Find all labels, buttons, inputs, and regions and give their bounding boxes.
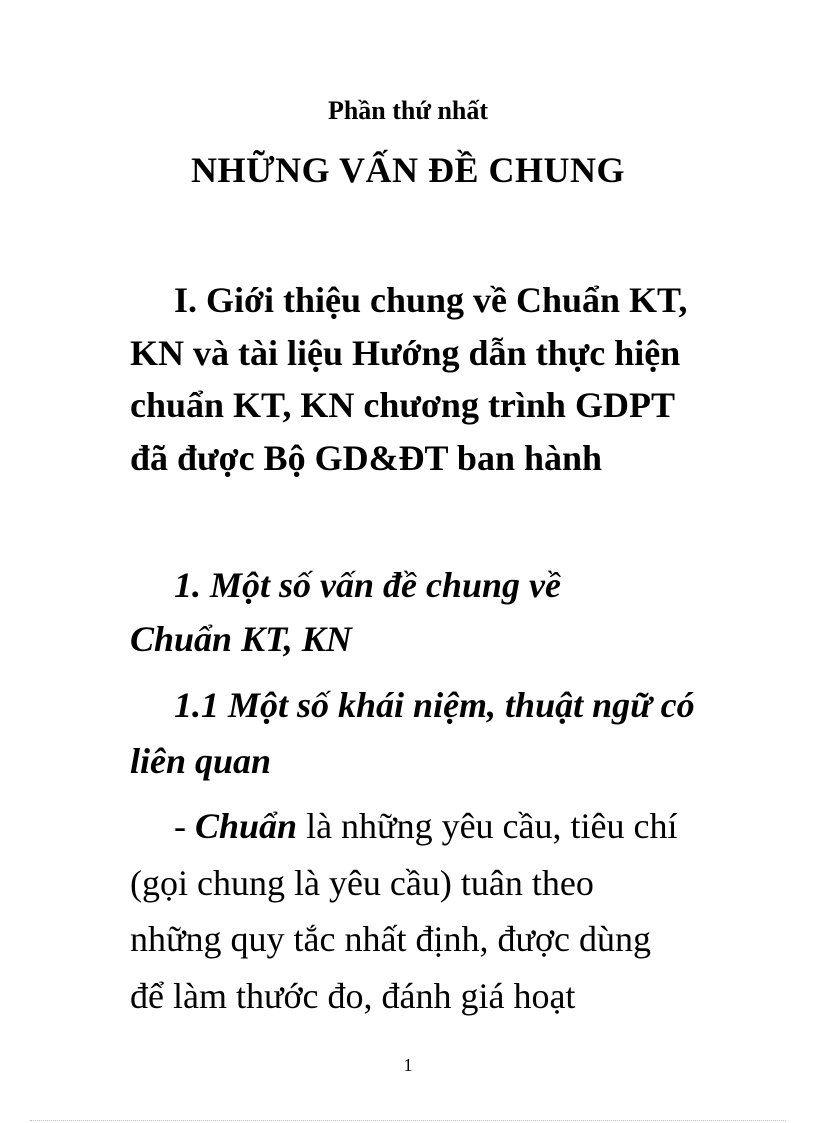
- part-title: NHỮNG VẤN ĐỀ CHUNG: [190, 150, 625, 190]
- page-number: 1: [403, 1055, 413, 1075]
- part-label: Phần thứ nhất: [327, 96, 489, 125]
- subsection-heading-1: 1. Một số vấn đề chung về Chuẩn KT, KN: [130, 565, 561, 659]
- page-bottom-divider: [30, 1120, 786, 1121]
- definition-paragraph: [130, 798, 690, 1024]
- paragraph-lead: -: [174, 806, 195, 846]
- section-heading: I. Giới thiệu chung về Chuẩn KT, KN và tài liệu Hướng dẫn thực hiện chuẩn KT, KN chương trình GDPT đã được Bộ GD&ĐT ban hành: [130, 280, 688, 478]
- subsection-heading-1-1: 1.1 Một số khái niệm, thuật ngữ có liên quan: [130, 685, 695, 781]
- paragraph-text: là những yêu cầu, tiêu chí (gọi chung là yêu cầu) tuân theo những quy tắc nhất định, được dùng để làm thước đo, đánh giá hoạt: [130, 806, 678, 1016]
- defined-term: Chuẩn: [195, 806, 298, 846]
